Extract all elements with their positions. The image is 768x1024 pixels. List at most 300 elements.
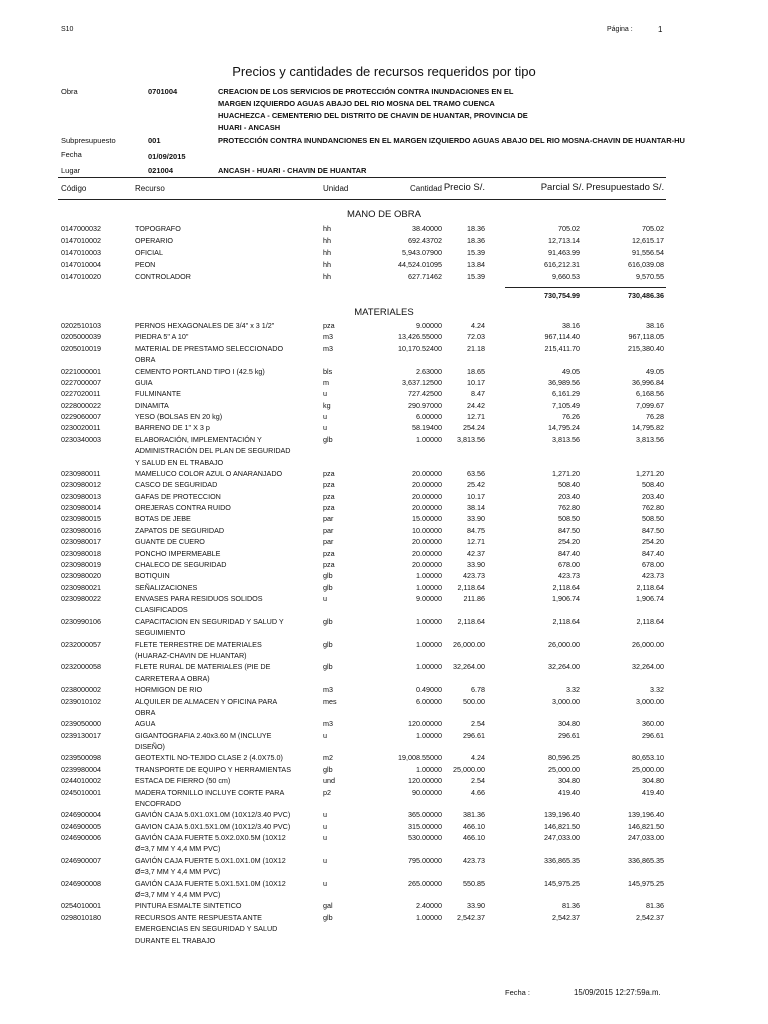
row-unit: mes [323,696,337,706]
row-quantity: 365.00000 [408,810,442,820]
row-unit: hh [323,224,331,233]
row-unit: glb [323,639,333,649]
row-parcial: 423.73 [558,571,580,581]
obra-line-1: CREACION DE LOS SERVICIOS DE PROTECCIÓN CONTRA INUNDACIONES EN EL [218,87,514,96]
row-description: FLETE TERRESTRE DE MATERIALES [135,639,262,649]
row-price: 2,118.64 [457,616,485,626]
row-quantity: 9.00000 [416,321,442,330]
row-code: 0239050000 [61,719,101,729]
obra-code: 0701004 [148,87,178,96]
row-description: GAVIÓN CAJA 5.0X1.0X1.0M (10X12/3.40 PVC) [135,810,291,820]
row-quantity: 1.00000 [416,730,442,740]
row-description: RECURSOS ANTE RESPUESTA ANTE [135,912,262,922]
row-quantity: 0.49000 [416,685,442,695]
row-code: 0147010002 [61,236,101,245]
row-presupuestado: 145,975.25 [628,878,664,888]
row-code: 0230980015 [61,514,101,524]
col-precio: Precio S/. [443,182,485,193]
row-presupuestado: 9,570.55 [636,272,664,281]
row-presupuestado: 146,821.50 [628,821,664,831]
row-unit: u [323,389,327,399]
row-price: 2.54 [471,776,485,786]
row-description: GAVIÓN CAJA FUERTE 5.0X1.0X1.0M (10X12 [135,855,286,865]
row-unit: u [323,821,327,831]
row-parcial: 762.80 [558,503,580,513]
row-unit: m2 [323,753,333,763]
row-description: CLASIFICADOS [135,605,188,615]
row-code: 0232000057 [61,639,101,649]
row-code: 0239980004 [61,764,101,774]
row-parcial: 254.20 [558,537,580,547]
row-description: AGUA [135,719,156,729]
row-code: 0230980014 [61,503,101,513]
row-presupuestado: 215,380.40 [628,343,664,353]
row-presupuestado: 2,118.64 [636,582,664,592]
row-quantity: 1.00000 [416,764,442,774]
row-unit: par [323,514,334,524]
row-parcial: 2,542.37 [552,912,580,922]
row-price: 254.24 [463,423,485,433]
row-price: 12.71 [467,412,485,422]
row-price: 10.17 [467,377,485,387]
row-quantity: 20.00000 [412,468,442,478]
col-cantidad: Cantidad [409,184,442,193]
row-description: ALQUILER DE ALMACEN Y OFICINA PARA [135,696,278,706]
row-parcial: 296.61 [558,730,580,740]
row-code: 0147010020 [61,272,101,281]
row-description: TRANSPORTE DE EQUIPO Y HERRAMIENTAS [135,764,292,774]
row-price: 21.18 [467,343,485,353]
header-rule-bottom [58,199,666,200]
row-price: 25,000.00 [453,764,485,774]
row-parcial: 7,105.49 [552,400,580,410]
row-description: PINTURA ESMALTE SINTETICO [135,901,242,911]
row-parcial: 26,000.00 [548,639,580,649]
row-description: MADERA TORNILLO INCLUYE CORTE PARA [135,787,285,797]
row-quantity: 315.00000 [408,821,442,831]
row-description: FULMINANTE [135,389,181,399]
row-presupuestado: 203.40 [642,491,664,501]
row-parcial: 9,660.53 [552,272,580,281]
row-unit: bls [323,366,333,376]
row-quantity: 265.00000 [408,878,442,888]
row-parcial: 12,713.14 [548,236,580,245]
row-code: 0227020011 [61,389,101,399]
row-quantity: 20.00000 [412,480,442,490]
row-code: 0298010180 [61,912,101,922]
row-code: 0246900004 [61,810,101,820]
row-unit: hh [323,260,331,269]
row-quantity: 58.19400 [412,423,442,433]
row-code: 0230990106 [61,616,101,626]
row-presupuestado: 1,906.74 [636,594,664,604]
row-unit: pza [323,321,335,330]
section-mano-de-obra: MANO DE OBRA [347,209,421,220]
row-presupuestado: 296.61 [642,730,664,740]
row-price: 10.17 [467,491,485,501]
row-quantity: 90.00000 [412,787,442,797]
row-parcial: 3,813.56 [552,434,580,444]
row-price: 18.65 [467,366,485,376]
row-quantity: 1.00000 [416,912,442,922]
row-presupuestado: 80,653.10 [632,753,664,763]
row-description: ENVASES PARA RESIDUOS SOLIDOS [135,594,263,604]
section-materiales: MATERIALES [354,307,414,318]
obra-label: Obra [61,87,78,96]
row-parcial: 146,821.50 [544,821,580,831]
row-unit: u [323,594,327,604]
row-code: 0147000032 [61,224,101,233]
row-description: ENCOFRADO [135,798,181,808]
row-description: BARRENO DE 1" X 3 p [135,423,210,433]
row-description: EMERGENCIAS EN SEGURIDAD Y SALUD [135,924,278,934]
row-unit: u [323,412,327,422]
row-parcial: 38.16 [562,321,580,330]
row-description: GIGANTOGRAFIA 2.40x3.60 M (INCLUYE [135,730,272,740]
row-presupuestado: 26,000.00 [632,639,664,649]
row-parcial: 36,989.56 [548,377,580,387]
row-code: 0230980020 [61,571,101,581]
row-code: 0230980012 [61,480,101,490]
row-presupuestado: 705.02 [642,224,664,233]
row-code: 0230980017 [61,537,101,547]
row-parcial: 49.05 [562,366,580,376]
row-description: FLETE RURAL DE MATERIALES (PIE DE [135,662,271,672]
row-price: 13.84 [467,260,485,269]
row-description: DURANTE EL TRABAJO [135,935,216,945]
row-description: SEÑALIZACIONES [135,582,198,592]
row-presupuestado: 3.32 [650,685,664,695]
row-presupuestado: 3,000.00 [636,696,664,706]
row-description: GEOTEXTIL NO-TEJIDO CLASE 2 (4.0X75.0) [135,753,283,763]
row-quantity: 9.00000 [416,594,442,604]
row-price: 8.47 [471,389,485,399]
row-presupuestado: 7,099.67 [636,400,664,410]
obra-line-4: HUARI - ANCASH [218,123,281,132]
row-quantity: 19,008.55000 [398,753,442,763]
row-code: 0246900007 [61,855,101,865]
row-quantity: 6.00000 [416,696,442,706]
row-description: ZAPATOS DE SEGURIDAD [135,525,225,535]
row-presupuestado: 360.00 [642,719,664,729]
footer-fecha-label: Fecha : [505,988,531,997]
row-description: CASCO DE SEGURIDAD [135,480,218,490]
row-unit: und [323,776,335,786]
row-presupuestado: 32,264.00 [632,662,664,672]
row-unit: pza [323,548,335,558]
row-quantity: 530.00000 [408,833,442,843]
row-price: 12.71 [467,537,485,547]
row-presupuestado: 14,795.82 [632,423,664,433]
row-presupuestado: 247,033.00 [628,833,664,843]
row-description: GAVION CAJA 5.0X1.5X1.0M (10X12/3.40 PVC) [135,821,291,831]
row-price: 381.36 [463,810,485,820]
subpresupuesto-label: Subpresupuesto [61,136,116,145]
row-unit: pza [323,559,335,569]
row-price: 84.75 [467,525,485,535]
row-price: 26,000.00 [453,639,485,649]
row-description: MAMELUCO COLOR AZUL O ANARANJADO [135,468,283,478]
row-parcial: 3.32 [566,685,580,695]
row-unit: hh [323,236,331,245]
row-quantity: 727.42500 [408,389,442,399]
row-price: 4.24 [471,321,485,330]
row-description: Ø=3,7 MM Y 4,4 MM PVC) [135,867,221,877]
row-description: CAPACITACION EN SEGURIDAD Y SALUD Y [135,616,284,626]
row-parcial: 145,975.25 [544,878,580,888]
row-parcial: 139,196.40 [544,810,580,820]
page-title: Precios y cantidades de recursos requeridos por tipo [232,64,536,79]
row-code: 0245010001 [61,787,101,797]
row-parcial: 14,795.24 [548,423,580,433]
row-code: 0244010002 [61,776,101,786]
row-parcial: 1,906.74 [552,594,580,604]
row-code: 0230980019 [61,559,101,569]
row-parcial: 6,161.29 [552,389,580,399]
row-parcial: 247,033.00 [544,833,580,843]
row-parcial: 76.26 [562,412,580,422]
row-parcial: 1,271.20 [552,468,580,478]
report-code: S10 [61,26,74,33]
row-quantity: 3,637.12500 [402,377,442,387]
row-quantity: 1.00000 [416,434,442,444]
row-unit: kg [323,400,331,410]
row-quantity: 44,524.01095 [398,260,442,269]
lugar-label: Lugar [61,166,81,175]
row-unit: glb [323,912,333,922]
row-code: 0239130017 [61,730,101,740]
row-description: CHALECO DE SEGURIDAD [135,559,227,569]
row-description: OPERARIO [135,236,173,245]
row-unit: glb [323,434,333,444]
row-description: TOPOGRAFO [135,224,181,233]
row-price: 2,542.37 [457,912,485,922]
row-unit: glb [323,571,333,581]
row-parcial: 508.40 [558,480,580,490]
row-quantity: 1.00000 [416,582,442,592]
row-price: 33.90 [467,514,485,524]
row-unit: p2 [323,787,331,797]
row-price: 15.39 [467,248,485,257]
row-description: Ø=3,7 MM Y 4,4 MM PVC) [135,889,221,899]
obra-line-3: HUACHEZCA - CEMENTERIO DEL DISTRITO DE CHAVIN DE HUANTAR, PROVINCIA DE [218,111,528,120]
row-code: 0246900008 [61,878,101,888]
row-quantity: 692.43702 [408,236,442,245]
row-quantity: 20.00000 [412,548,442,558]
row-description: PIEDRA 5" A 10" [135,332,189,342]
row-parcial: 678.00 [558,559,580,569]
row-presupuestado: 967,118.05 [628,332,664,342]
row-quantity: 795.00000 [408,855,442,865]
row-price: 18.36 [467,236,485,245]
row-description: PERNOS HEXAGONALES DE 3/4" x 3 1/2" [135,321,275,330]
row-code: 0232000058 [61,662,101,672]
row-parcial: 32,264.00 [548,662,580,672]
row-quantity: 10.00000 [412,525,442,535]
row-parcial: 336,865.35 [544,855,580,865]
row-price: 4.24 [471,753,485,763]
row-unit: glb [323,662,333,672]
row-description: MATERIAL DE PRESTAMO SELECCIONADO [135,343,284,353]
row-price: 423.73 [463,571,485,581]
subpresupuesto-code: 001 [148,136,161,145]
row-parcial: 3,000.00 [552,696,580,706]
col-codigo: Código [61,184,87,193]
row-description: CONTROLADOR [135,272,191,281]
lugar-code: 021004 [148,166,174,175]
row-code: 0228000022 [61,400,101,410]
row-parcial: 215,411.70 [544,343,580,353]
row-presupuestado: 678.00 [642,559,664,569]
row-code: 0246900006 [61,833,101,843]
row-description: OBRA [135,355,156,365]
row-price: 72.03 [467,332,485,342]
row-unit: pza [323,503,335,513]
row-description: BOTAS DE JEBE [135,514,191,524]
footer-fecha-value: 15/09/2015 12:27:59a.m. [574,988,661,997]
col-recurso: Recurso [135,184,165,193]
row-code: 0202510103 [61,321,101,330]
row-price: 466.10 [463,821,485,831]
row-description: PEON [135,260,156,269]
row-quantity: 13,426.55000 [398,332,442,342]
row-description: CEMENTO PORTLAND TIPO I (42.5 kg) [135,366,265,376]
row-presupuestado: 508.40 [642,480,664,490]
row-unit: u [323,833,327,843]
row-unit: m3 [323,685,333,695]
row-unit: u [323,855,327,865]
row-unit: u [323,878,327,888]
row-price: 4.66 [471,787,485,797]
row-presupuestado: 91,556.54 [632,248,664,257]
row-unit: hh [323,248,331,257]
row-code: 0230980016 [61,525,101,535]
row-quantity: 2.63000 [416,366,442,376]
row-code: 0254010001 [61,901,101,911]
row-price: 3,813.56 [457,434,485,444]
row-presupuestado: 36,996.84 [632,377,664,387]
row-price: 24.42 [467,400,485,410]
row-price: 423.73 [463,855,485,865]
row-presupuestado: 49.05 [646,366,664,376]
row-unit: u [323,423,327,433]
row-quantity: 1.00000 [416,662,442,672]
row-code: 0230980013 [61,491,101,501]
row-presupuestado: 847.40 [642,548,664,558]
row-description: HORMIGON DE RIO [135,685,203,695]
col-presupuestado: Presupuestado S/. [586,182,665,193]
row-code: 0230980011 [61,468,101,478]
row-presupuestado: 38.16 [646,321,664,330]
row-unit: hh [323,272,331,281]
row-quantity: 20.00000 [412,491,442,501]
row-description: GUIA [135,377,153,387]
row-presupuestado: 6,168.56 [636,389,664,399]
obra-line-2: MARGEN IZQUIERDO AGUAS ABAJO DEL RIO MOSNA DEL TRAMO CUENCA [218,99,495,108]
row-code: 0230980021 [61,582,101,592]
row-description: Ø=3,7 MM Y 4,4 MM PVC) [135,844,221,854]
row-unit: glb [323,764,333,774]
row-code: 0246900005 [61,821,101,831]
row-unit: glb [323,582,333,592]
col-unidad: Unidad [323,184,349,193]
row-price: 25.42 [467,480,485,490]
row-code: 0227000007 [61,377,101,387]
row-unit: glb [323,616,333,626]
row-presupuestado: 847.50 [642,525,664,535]
row-quantity: 1.00000 [416,571,442,581]
row-quantity: 6.00000 [416,412,442,422]
row-presupuestado: 2,118.64 [636,616,664,626]
fecha-label: Fecha [61,150,82,159]
row-presupuestado: 12,615.17 [632,236,664,245]
row-description: GAVIÓN CAJA FUERTE 5.0X1.5X1.0M (10X12 [135,878,286,888]
row-description: PONCHO IMPERMEABLE [135,548,221,558]
row-parcial: 616,212.31 [544,260,580,269]
row-unit: par [323,525,334,535]
row-description: ESTACA DE FIERRO (50 cm) [135,776,231,786]
row-parcial: 203.40 [558,491,580,501]
row-code: 0230340003 [61,434,101,444]
row-quantity: 10,170.52400 [398,343,442,353]
lugar-text: ANCASH - HUARI - CHAVIN DE HUANTAR [218,166,367,175]
row-parcial: 847.40 [558,548,580,558]
row-parcial: 304.80 [558,776,580,786]
row-price: 466.10 [463,833,485,843]
row-quantity: 627.71462 [408,272,442,281]
row-unit: pza [323,480,335,490]
page-number: 1 [658,25,663,34]
row-presupuestado: 25,000.00 [632,764,664,774]
row-presupuestado: 616,039.08 [628,260,664,269]
row-price: 296.61 [463,730,485,740]
row-price: 6.78 [471,685,485,695]
row-description: ELABORACIÓN, IMPLEMENTACIÓN Y [135,434,262,444]
row-parcial: 847.50 [558,525,580,535]
row-description: YESO (BOLSAS EN 20 kg) [135,412,223,422]
row-unit: par [323,537,334,547]
row-parcial: 91,463.99 [548,248,580,257]
row-description: GAFAS DE PROTECCION [135,491,221,501]
row-description: ADMINISTRACIÓN DEL PLAN DE SEGURIDAD [135,446,291,456]
row-price: 15.39 [467,272,485,281]
row-code: 0229060007 [61,412,101,422]
row-unit: m3 [323,332,333,342]
row-price: 42.37 [467,548,485,558]
row-price: 33.90 [467,559,485,569]
row-unit: pza [323,491,335,501]
row-price: 2.54 [471,719,485,729]
row-presupuestado: 508.50 [642,514,664,524]
subpresupuesto-text: PROTECCIÓN CONTRA INUNDANCIONES EN EL MARGEN IZQUIERDO AGUAS ABAJO DEL RIO MOSNA-CHAVIN DE HUANTAR-HU [218,136,685,145]
row-parcial: 967,114.40 [544,332,580,342]
row-unit: u [323,810,327,820]
row-code: 0230020011 [61,423,101,433]
row-unit: m3 [323,343,333,353]
row-price: 33.90 [467,901,485,911]
row-price: 18.36 [467,224,485,233]
row-price: 550.85 [463,878,485,888]
row-quantity: 15.00000 [412,514,442,524]
row-price: 211.86 [463,594,485,604]
row-code: 0239500098 [61,753,101,763]
row-presupuestado: 423.73 [642,571,664,581]
row-presupuestado: 2,542.37 [636,912,664,922]
row-parcial: 25,000.00 [548,764,580,774]
row-parcial: 304.80 [558,719,580,729]
row-quantity: 20.00000 [412,503,442,513]
row-description: DINAMITA [135,400,169,410]
